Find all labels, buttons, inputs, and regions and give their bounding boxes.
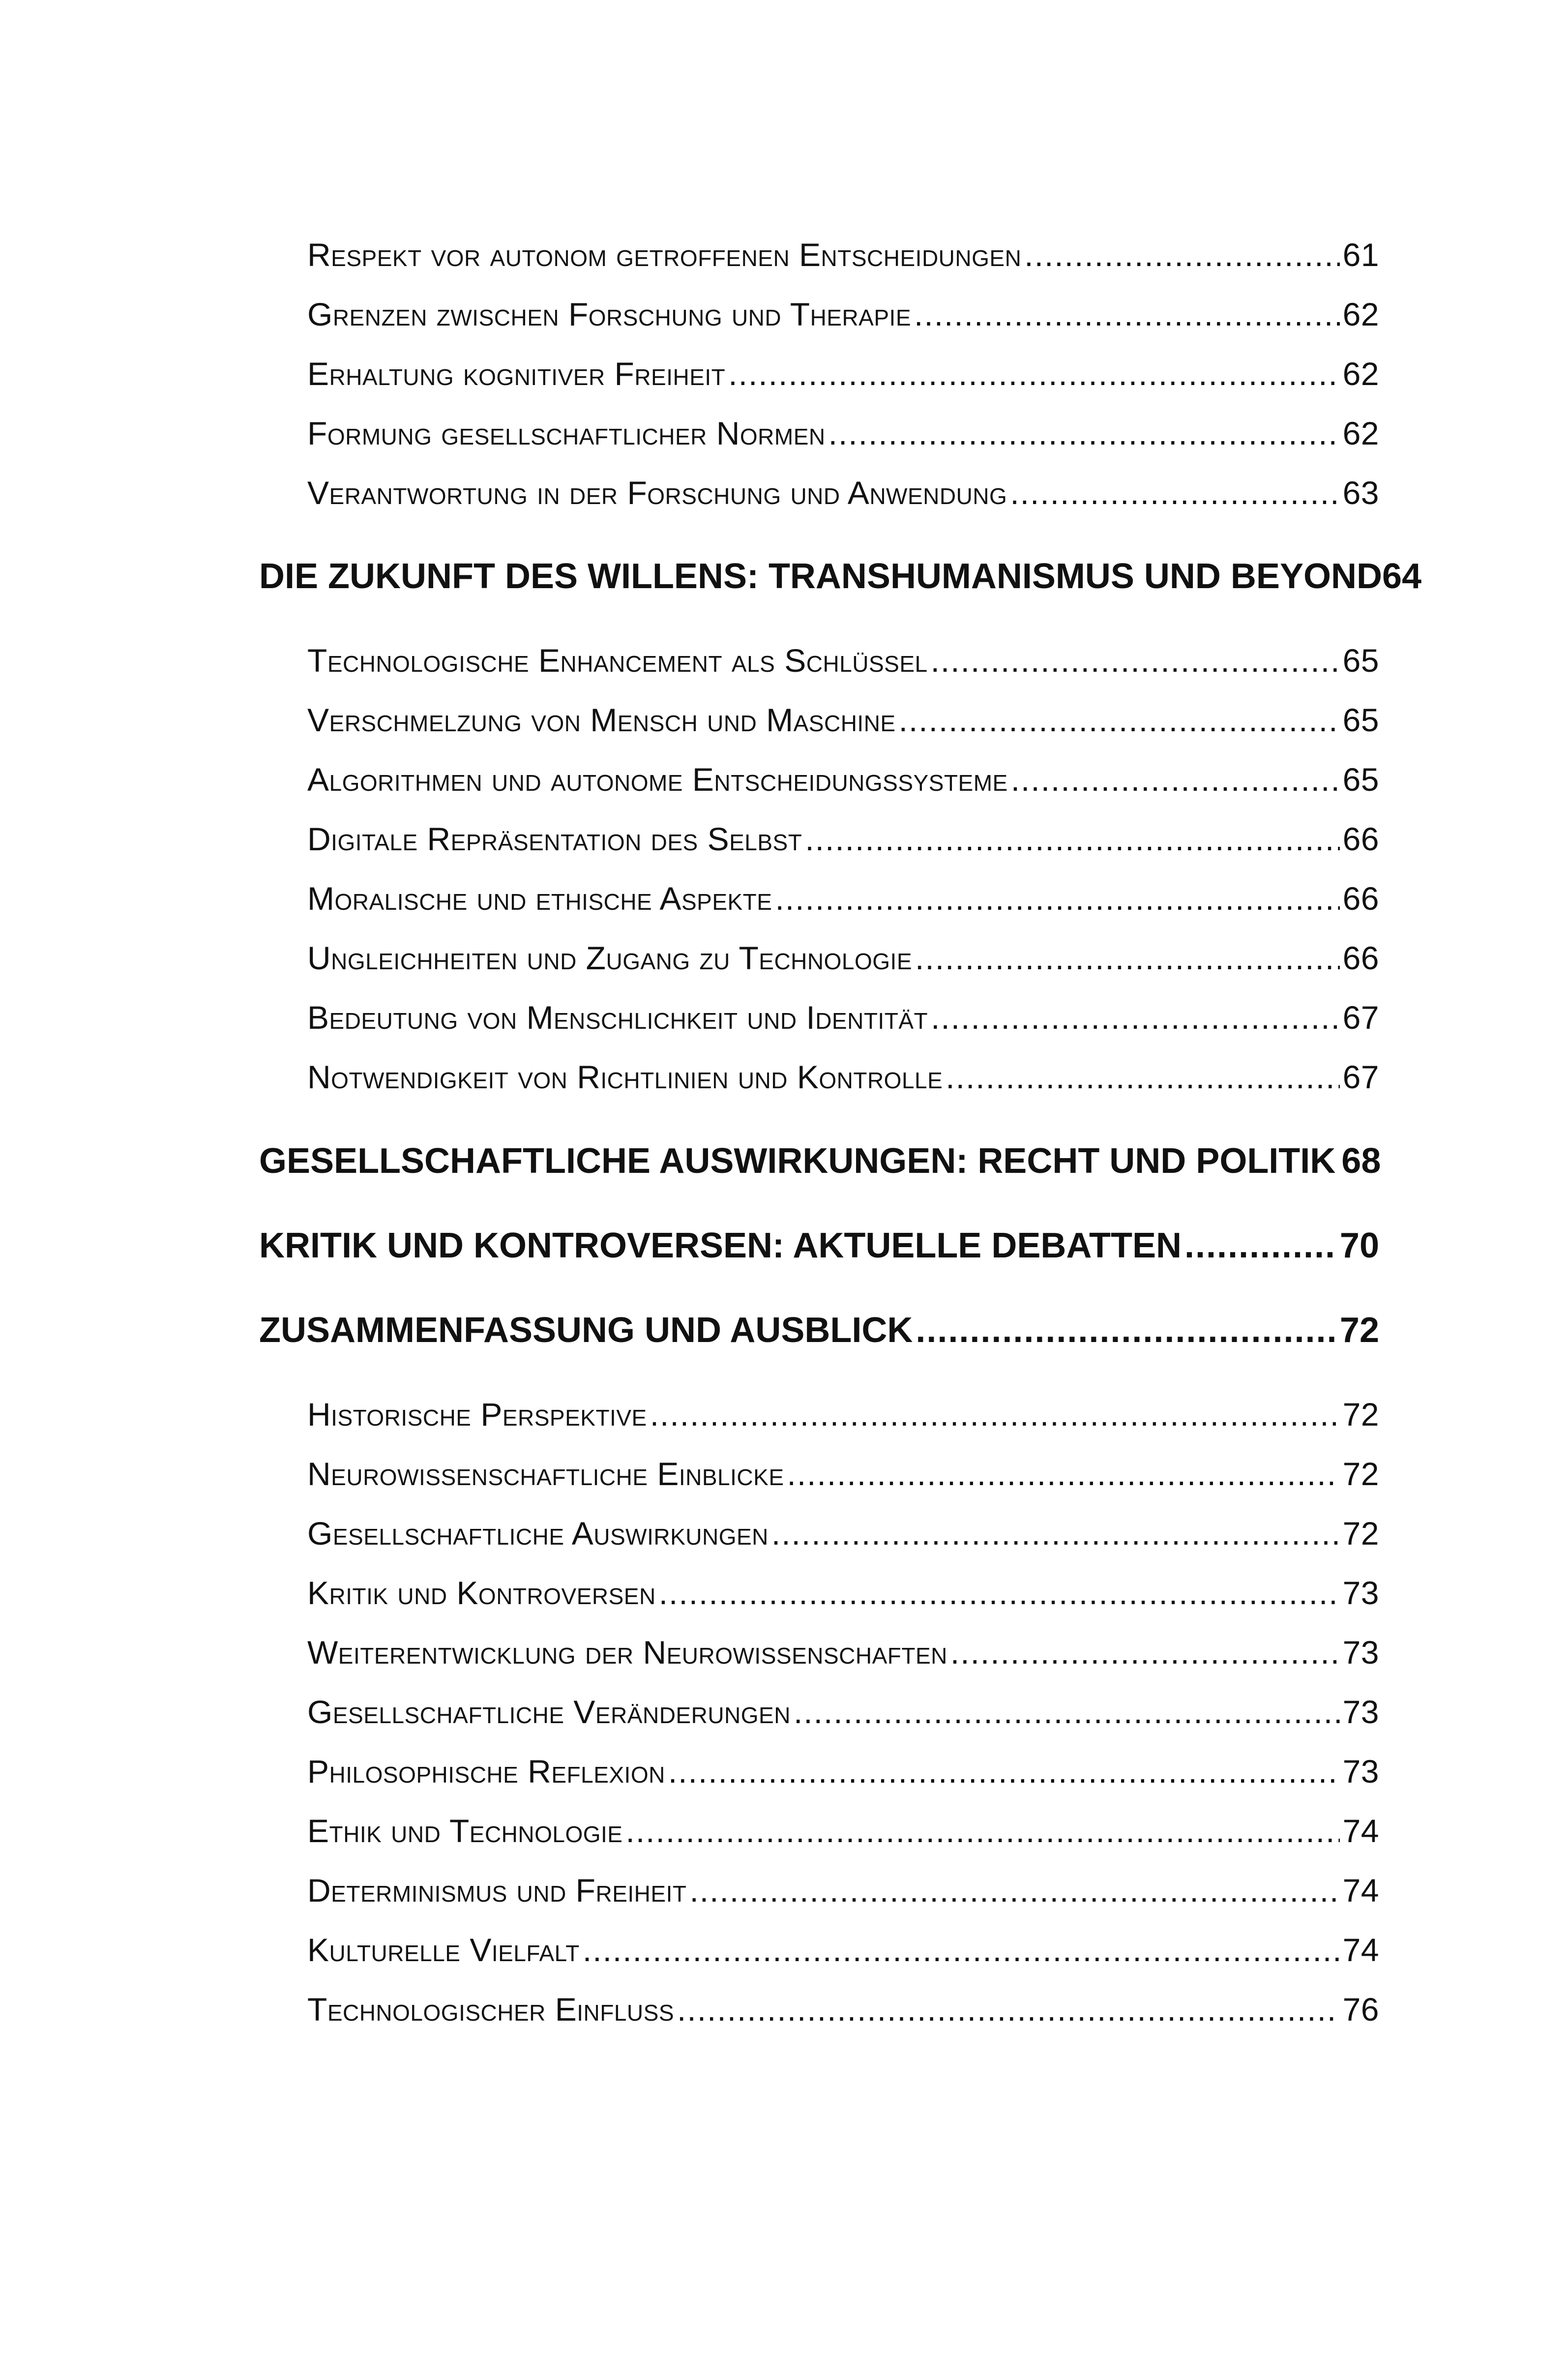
toc-entry bbox=[307, 1991, 1379, 2028]
toc-entry-page: 74 bbox=[1342, 1872, 1379, 1909]
dot-leader bbox=[1011, 761, 1340, 798]
toc-chapter-page: 68 bbox=[1341, 1141, 1381, 1181]
toc-entry bbox=[307, 1396, 1379, 1433]
toc-entry-title: Neurowissenschaftliche Einblicke bbox=[307, 1456, 784, 1492]
toc-entry-title: Gesellschaftliche Auswirkungen bbox=[307, 1515, 769, 1552]
toc-entry bbox=[307, 474, 1379, 511]
toc-entry bbox=[307, 939, 1379, 977]
toc-chapter-title: GESELLSCHAFTLICHE AUSWIRKUNGEN: RECHT UND POLITIK bbox=[259, 1141, 1336, 1181]
dot-leader bbox=[931, 642, 1340, 679]
toc-entry-title: Historische Perspektive bbox=[307, 1396, 647, 1433]
toc-entry-title: Verantwortung in der Forschung und Anwendung bbox=[307, 475, 1007, 511]
dot-leader bbox=[931, 999, 1339, 1036]
toc-chapter-title: DIE ZUKUNFT DES WILLENS: TRANSHUMANISMUS UND BEYOND bbox=[259, 557, 1382, 596]
toc-entry-page: 66 bbox=[1342, 880, 1379, 917]
toc-entry bbox=[307, 296, 1379, 333]
dot-leader bbox=[794, 1693, 1340, 1731]
toc-entry-title: Gesellschaftliche Veränderungen bbox=[307, 1694, 791, 1730]
toc-entry-title: Kritik und Kontroversen bbox=[307, 1575, 656, 1611]
toc-entry bbox=[307, 1872, 1379, 1909]
dot-leader bbox=[805, 820, 1339, 858]
toc-entry-title: Formung gesellschaftlicher Normen bbox=[307, 415, 826, 451]
toc-chapter-entry bbox=[259, 556, 1422, 597]
toc-entry-page: 63 bbox=[1342, 475, 1379, 511]
dot-leader bbox=[775, 880, 1339, 917]
toc-entry-title: Philosophische Reflexion bbox=[307, 1753, 665, 1790]
dot-leader bbox=[787, 1455, 1340, 1492]
toc-entry bbox=[307, 1515, 1379, 1552]
toc-entry bbox=[307, 820, 1379, 858]
toc-entry-title: Moralische und ethische Aspekte bbox=[307, 880, 772, 917]
toc-entry-title: Technologischer Einfluss bbox=[307, 1991, 675, 2028]
dot-leader bbox=[625, 1812, 1339, 1850]
toc-entry bbox=[307, 415, 1379, 452]
dot-leader bbox=[899, 701, 1340, 739]
toc-entry bbox=[307, 642, 1379, 679]
toc-entry-title: Algorithmen und autonome Entscheidungssysteme bbox=[307, 761, 1008, 798]
dot-leader bbox=[583, 1931, 1340, 1969]
toc-entry-page: 72 bbox=[1342, 1515, 1379, 1552]
toc-entry bbox=[307, 1058, 1379, 1096]
toc-entry-page: 72 bbox=[1342, 1456, 1379, 1492]
dot-leader bbox=[1024, 236, 1339, 273]
toc-entry bbox=[307, 761, 1379, 798]
toc-chapter-title: ZUSAMMENFASSUNG UND AUSBLICK bbox=[259, 1311, 913, 1350]
toc-entry bbox=[307, 1634, 1379, 1671]
dot-leader bbox=[915, 939, 1340, 977]
toc-entry-page: 62 bbox=[1342, 296, 1379, 332]
toc-entry-title: Kulturelle Vielfalt bbox=[307, 1932, 580, 1968]
toc-entry-page: 66 bbox=[1342, 940, 1379, 976]
toc-entry-title: Technologische Enhancement als Schlüssel bbox=[307, 642, 928, 679]
toc-entry-page: 73 bbox=[1342, 1575, 1379, 1611]
toc-chapter-page: 70 bbox=[1339, 1226, 1379, 1265]
toc-entry-title: Determinismus und Freiheit bbox=[307, 1872, 687, 1909]
toc-entry-page: 74 bbox=[1342, 1932, 1379, 1968]
dot-leader bbox=[914, 296, 1340, 333]
toc-entry bbox=[307, 1753, 1379, 1790]
toc-entry-title: Ungleichheiten und Zugang zu Technologie bbox=[307, 940, 913, 976]
toc-entry-title: Verschmelzung von Mensch und Maschine bbox=[307, 702, 896, 738]
dot-leader bbox=[659, 1574, 1340, 1612]
toc-entry-page: 67 bbox=[1342, 999, 1379, 1036]
dot-leader bbox=[916, 1310, 1337, 1350]
toc-chapter-title: KRITIK UND KONTROVERSEN: AKTUELLE DEBATTEN bbox=[259, 1226, 1182, 1265]
dot-leader bbox=[650, 1396, 1340, 1433]
toc-entry bbox=[307, 999, 1379, 1036]
toc-entry-page: 61 bbox=[1342, 237, 1379, 273]
toc-entry bbox=[307, 1693, 1379, 1731]
toc-entry-title: Respekt vor autonom getroffenen Entscheidungen bbox=[307, 237, 1022, 273]
toc-entry-page: 65 bbox=[1342, 642, 1379, 679]
toc-entry-page: 72 bbox=[1342, 1396, 1379, 1433]
dot-leader bbox=[771, 1515, 1340, 1552]
toc-entry bbox=[307, 355, 1379, 392]
dot-leader bbox=[1184, 1225, 1337, 1266]
dot-leader bbox=[950, 1634, 1340, 1671]
toc-entry bbox=[307, 1812, 1379, 1850]
toc-entry bbox=[307, 880, 1379, 917]
toc-entry-page: 73 bbox=[1342, 1694, 1379, 1730]
dot-leader bbox=[668, 1753, 1340, 1790]
toc-entry bbox=[307, 1574, 1379, 1612]
toc-chapter-entry bbox=[259, 1225, 1379, 1266]
dot-leader bbox=[946, 1058, 1339, 1096]
dot-leader bbox=[828, 415, 1340, 452]
dot-leader bbox=[728, 355, 1339, 392]
toc-entry-title: Erhaltung kognitiver Freiheit bbox=[307, 356, 726, 392]
toc-entry bbox=[307, 1931, 1379, 1969]
toc-entry-title: Bedeutung von Menschlichkeit und Identität bbox=[307, 999, 928, 1036]
toc-entry bbox=[307, 236, 1379, 273]
toc-chapter-page: 72 bbox=[1339, 1311, 1379, 1350]
toc-entry-title: Notwendigkeit von Richtlinien und Kontrolle bbox=[307, 1059, 943, 1095]
toc-entry bbox=[307, 701, 1379, 739]
toc-chapter-entry bbox=[259, 1141, 1379, 1181]
toc-entry-page: 73 bbox=[1342, 1753, 1379, 1790]
toc-entry bbox=[307, 1455, 1379, 1492]
toc-entry-title: Grenzen zwischen Forschung und Therapie bbox=[307, 296, 912, 332]
toc-entry-title: Digitale Repräsentation des Selbst bbox=[307, 821, 802, 857]
toc-entry-title: Weiterentwicklung der Neurowissenschaften bbox=[307, 1634, 947, 1671]
toc-entry-page: 66 bbox=[1342, 821, 1379, 857]
toc-entry-page: 65 bbox=[1342, 761, 1379, 798]
toc-entry-title: Ethik und Technologie bbox=[307, 1813, 623, 1849]
toc-entry-page: 74 bbox=[1342, 1813, 1379, 1849]
dot-leader bbox=[689, 1872, 1339, 1909]
toc-chapter-entry bbox=[259, 1310, 1379, 1350]
toc-entry-page: 73 bbox=[1342, 1634, 1379, 1671]
toc-chapter-page: 64 bbox=[1382, 557, 1422, 596]
dot-leader bbox=[677, 1991, 1340, 2028]
dot-leader bbox=[1010, 474, 1339, 511]
toc-entry-page: 62 bbox=[1342, 356, 1379, 392]
toc-entry-page: 76 bbox=[1342, 1991, 1379, 2028]
toc-entry-page: 62 bbox=[1342, 415, 1379, 451]
toc-entry-page: 67 bbox=[1342, 1059, 1379, 1095]
toc-entry-page: 65 bbox=[1342, 702, 1379, 738]
